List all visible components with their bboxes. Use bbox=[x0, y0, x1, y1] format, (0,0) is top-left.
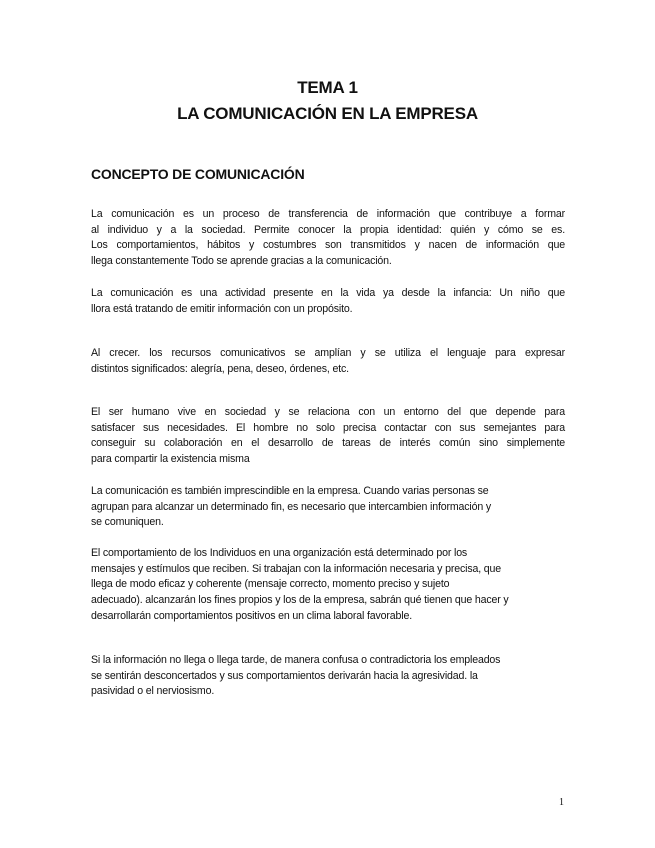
paragraph-1 bbox=[91, 207, 565, 270]
text-line: Si la información no llega o llega tarde, de manera confusa o contradictoria los empleados bbox=[91, 654, 501, 666]
text-line: El comportamiento de los Individuos en una organización está determinado por los bbox=[91, 547, 468, 559]
paragraph-5 bbox=[91, 484, 565, 531]
text-line: pasividad o el nerviosismo. bbox=[91, 685, 215, 698]
text-line: agrupan para alcanzar un determinado fin, es necesario que intercambien información y bbox=[91, 500, 492, 513]
text-line: La comunicación es un proceso de transferencia de información que contribuye a formar bbox=[91, 208, 565, 220]
text-line: satisfacer sus necesidades. El hombre no solo precisa contactar con sus semejantes para bbox=[91, 421, 565, 434]
text-line: llega de modo eficaz y coherente (mensaje correcto, momento preciso y sujeto bbox=[91, 578, 450, 591]
text-line: se sentirán desconcertados y sus comportamientos derivarán hacia la agresividad. la bbox=[91, 669, 478, 682]
text-line: al individuo y a la sociedad. Permite conocer la propia identidad: quién y cómo se es. bbox=[91, 223, 565, 236]
paragraph-4 bbox=[91, 405, 565, 468]
text-line: adecuado). alcanzarán los fines propios y los de la empresa, sabrán qué tienen que hacer y bbox=[91, 594, 509, 607]
text-line: Al crecer. los recursos comunicativos se amplían y se utiliza el lenguaje para expresar bbox=[91, 347, 565, 359]
topic-number-title: TEMA 1 bbox=[297, 78, 358, 97]
text-line: desarrollarán comportamientos positivos en un clima laboral favorable. bbox=[91, 609, 413, 622]
text-line: La comunicación es una actividad presente en la vida ya desde la infancia: Un niño que bbox=[91, 287, 565, 299]
text-line: llega constantemente Todo se aprende gracias a la comunicación. bbox=[91, 255, 392, 268]
page-number: 1 bbox=[559, 797, 564, 808]
text-line: distintos significados: alegría, pena, deseo, órdenes, etc. bbox=[91, 362, 349, 375]
text-line: se comuniquen. bbox=[91, 516, 164, 529]
text-line: llora está tratando de emitir información con un propósito. bbox=[91, 302, 353, 315]
topic-title: LA COMUNICACIÓN EN LA EMPRESA bbox=[177, 104, 478, 123]
text-line: mensajes y estímulos que reciben. Si trabajan con la información necesaria y precisa, que bbox=[91, 562, 502, 575]
text-line: La comunicación es también imprescindible en la empresa. Cuando varias personas se bbox=[91, 485, 489, 497]
paragraph-7 bbox=[91, 653, 565, 700]
section-heading: CONCEPTO DE COMUNICACIÓN bbox=[91, 166, 305, 182]
paragraph-6 bbox=[91, 546, 565, 625]
text-line: El ser humano vive en sociedad y se relaciona con un entorno del que depende para bbox=[91, 406, 565, 418]
paragraph-3 bbox=[91, 346, 565, 377]
text-line: Los comportamientos, hábitos y costumbres son transmitidos y nacen de información que bbox=[91, 239, 565, 252]
text-line: para compartir la existencia misma bbox=[91, 453, 250, 466]
text-line: conseguir su colaboración en el desarrollo de tareas de interés común sino simplemente bbox=[91, 437, 565, 450]
paragraph-2 bbox=[91, 286, 565, 317]
